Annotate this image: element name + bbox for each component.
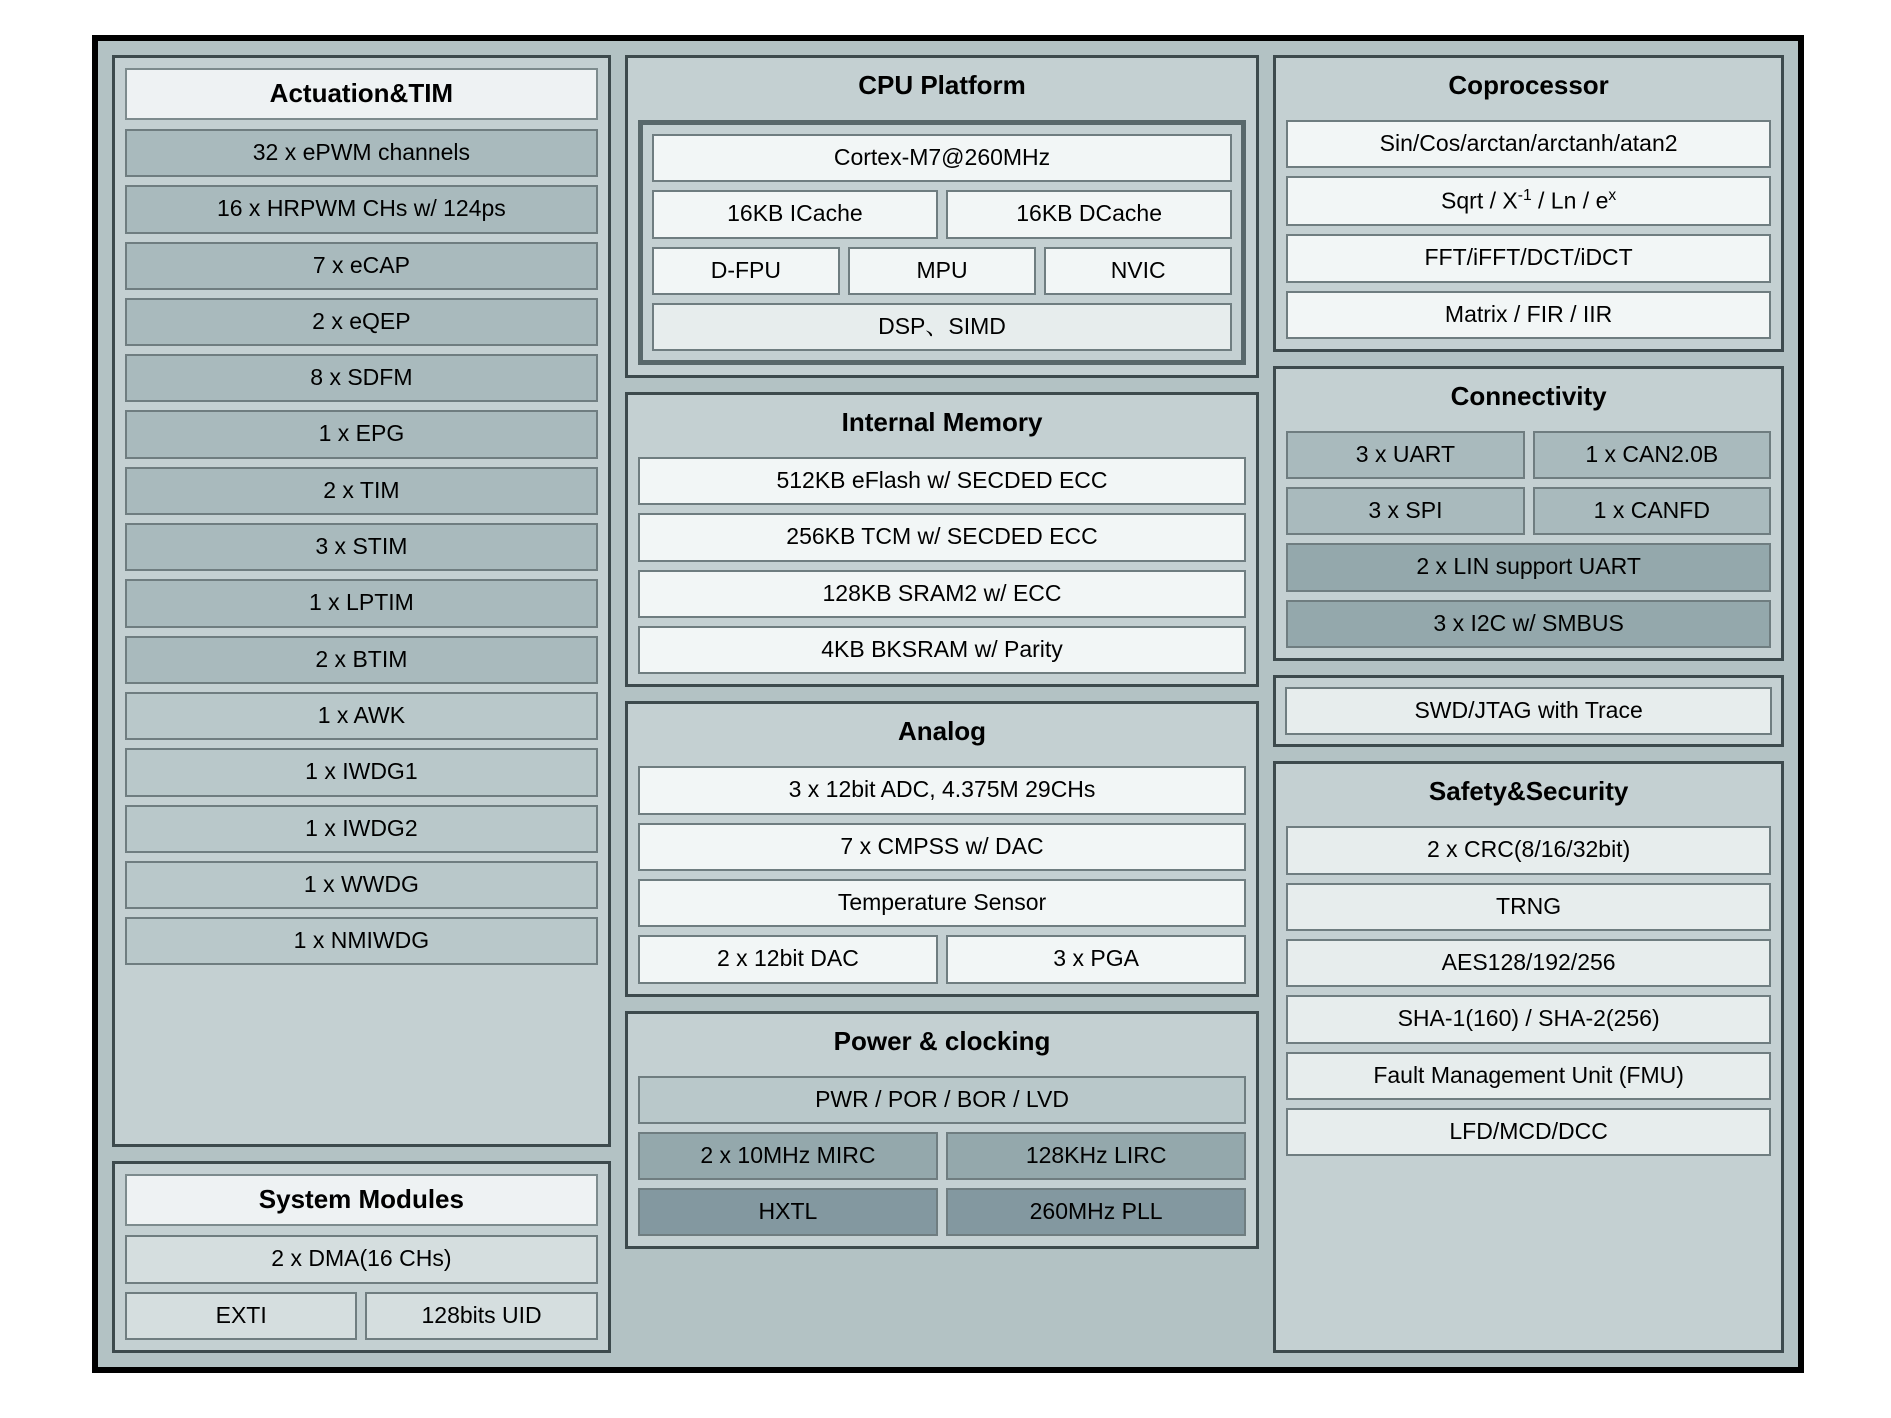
- actuation-item: 8 x SDFM: [125, 354, 598, 402]
- system-modules-title: System Modules: [125, 1174, 598, 1226]
- canfd-cell: 1 x CANFD: [1533, 487, 1771, 535]
- safety-item: 2 x CRC(8/16/32bit): [1286, 826, 1771, 874]
- mirc-cell: 2 x 10MHz MIRC: [638, 1132, 938, 1180]
- dac-cell: 2 x 12bit DAC: [638, 935, 938, 983]
- dfpu-cell: D-FPU: [652, 247, 840, 295]
- safety-item: AES128/192/256: [1286, 939, 1771, 987]
- lirc-cell: 128KHz LIRC: [946, 1132, 1246, 1180]
- actuation-item: 2 x TIM: [125, 467, 598, 515]
- uart-cell: 3 x UART: [1286, 431, 1524, 479]
- sqrt-exponent: -1: [1517, 187, 1532, 205]
- coprocessor-item: Sin/Cos/arctan/arctanh/atan2: [1286, 120, 1771, 168]
- dsp-simd-cell: DSP、SIMD: [652, 303, 1232, 351]
- mpu-cell: MPU: [848, 247, 1036, 295]
- cpu-core-cell: Cortex-M7@260MHz: [652, 134, 1232, 182]
- actuation-item: 1 x AWK: [125, 692, 598, 740]
- cpu-units-row: [652, 247, 1232, 295]
- dcache-cell: 16KB DCache: [946, 190, 1232, 238]
- actuation-item: 32 x ePWM channels: [125, 129, 598, 177]
- actuation-item: 1 x IWDG1: [125, 748, 598, 796]
- i2c-cell: 3 x I2C w/ SMBUS: [1286, 600, 1771, 648]
- mid-column: [625, 55, 1259, 1353]
- dma-cell: 2 x DMA(16 CHs): [125, 1235, 598, 1283]
- coprocessor-sqrt-item: [1286, 176, 1771, 226]
- swd-jtag-cell: SWD/JTAG with Trace: [1285, 687, 1772, 735]
- pwr-cell: PWR / POR / BOR / LVD: [638, 1076, 1246, 1124]
- safety-security-group: [1273, 761, 1784, 1353]
- system-modules-row: [125, 1292, 598, 1340]
- exti-cell: EXTI: [125, 1292, 357, 1340]
- connectivity-group: [1273, 366, 1784, 661]
- lin-cell: 2 x LIN support UART: [1286, 543, 1771, 591]
- analog-item: 7 x CMPSS w/ DAC: [638, 823, 1246, 871]
- analog-item: Temperature Sensor: [638, 879, 1246, 927]
- exp-exponent: x: [1608, 187, 1617, 205]
- clock-row-1: [638, 1132, 1246, 1180]
- actuation-tim-title: Actuation&TIM: [125, 68, 598, 120]
- cpu-inner-box: [638, 120, 1246, 365]
- power-clocking-group: [625, 1011, 1259, 1250]
- actuation-item: 1 x EPG: [125, 410, 598, 458]
- memory-item: 128KB SRAM2 w/ ECC: [638, 570, 1246, 618]
- memory-item: 4KB BKSRAM w/ Parity: [638, 626, 1246, 674]
- coprocessor-item: FFT/iFFT/DCT/iDCT: [1286, 234, 1771, 282]
- connectivity-row-1: [1286, 431, 1771, 479]
- left-column: [112, 55, 611, 1353]
- analog-group: [625, 701, 1259, 996]
- pll-cell: 260MHz PLL: [946, 1188, 1246, 1236]
- chip-block-diagram: [92, 35, 1804, 1373]
- system-modules-group: [112, 1161, 611, 1353]
- clock-row-2: [638, 1188, 1246, 1236]
- analog-row: [638, 935, 1246, 983]
- analog-item: 3 x 12bit ADC, 4.375M 29CHs: [638, 766, 1246, 814]
- can-cell: 1 x CAN2.0B: [1533, 431, 1771, 479]
- hxtl-cell: HXTL: [638, 1188, 938, 1236]
- coprocessor-title: Coprocessor: [1448, 70, 1609, 100]
- coprocessor-item: Matrix / FIR / IIR: [1286, 291, 1771, 339]
- debug-group: [1273, 675, 1784, 747]
- safety-item: TRNG: [1286, 883, 1771, 931]
- actuation-item: 7 x eCAP: [125, 242, 598, 290]
- actuation-item: 2 x eQEP: [125, 298, 598, 346]
- coprocessor-group: [1273, 55, 1784, 352]
- sqrt-mid: / Ln / e: [1531, 187, 1609, 214]
- uid-cell: 128bits UID: [365, 1292, 597, 1340]
- internal-memory-title: Internal Memory: [841, 407, 1043, 438]
- pga-cell: 3 x PGA: [946, 935, 1246, 983]
- actuation-item: 16 x HRPWM CHs w/ 124ps: [125, 185, 598, 233]
- connectivity-title: Connectivity: [1450, 380, 1607, 411]
- right-column: [1273, 55, 1784, 1353]
- spi-cell: 3 x SPI: [1286, 487, 1524, 535]
- actuation-tim-group: [112, 55, 611, 1147]
- safety-item: Fault Management Unit (FMU): [1286, 1052, 1771, 1100]
- safety-security-title: Safety&Security: [1428, 776, 1629, 807]
- memory-item: 256KB TCM w/ SECDED ECC: [638, 513, 1246, 561]
- icache-cell: 16KB ICache: [652, 190, 938, 238]
- safety-item: SHA-1(160) / SHA-2(256): [1286, 995, 1771, 1043]
- cache-row: [652, 190, 1232, 238]
- cpu-platform-group: [625, 55, 1259, 378]
- power-clocking-title: Power & clocking: [833, 1025, 1051, 1056]
- sqrt-prefix: Sqrt / X: [1441, 187, 1518, 214]
- actuation-item: 1 x NMIWDG: [125, 917, 598, 965]
- memory-item: 512KB eFlash w/ SECDED ECC: [638, 457, 1246, 505]
- actuation-item: 1 x LPTIM: [125, 579, 598, 627]
- analog-title: Analog: [897, 716, 987, 747]
- actuation-item: 1 x IWDG2: [125, 805, 598, 853]
- actuation-item: 2 x BTIM: [125, 636, 598, 684]
- internal-memory-group: [625, 392, 1259, 687]
- nvic-cell: NVIC: [1044, 247, 1232, 295]
- connectivity-row-2: [1286, 487, 1771, 535]
- safety-item: LFD/MCD/DCC: [1286, 1108, 1771, 1156]
- cpu-platform-title: CPU Platform: [858, 70, 1026, 100]
- actuation-item: 1 x WWDG: [125, 861, 598, 909]
- actuation-item: 3 x STIM: [125, 523, 598, 571]
